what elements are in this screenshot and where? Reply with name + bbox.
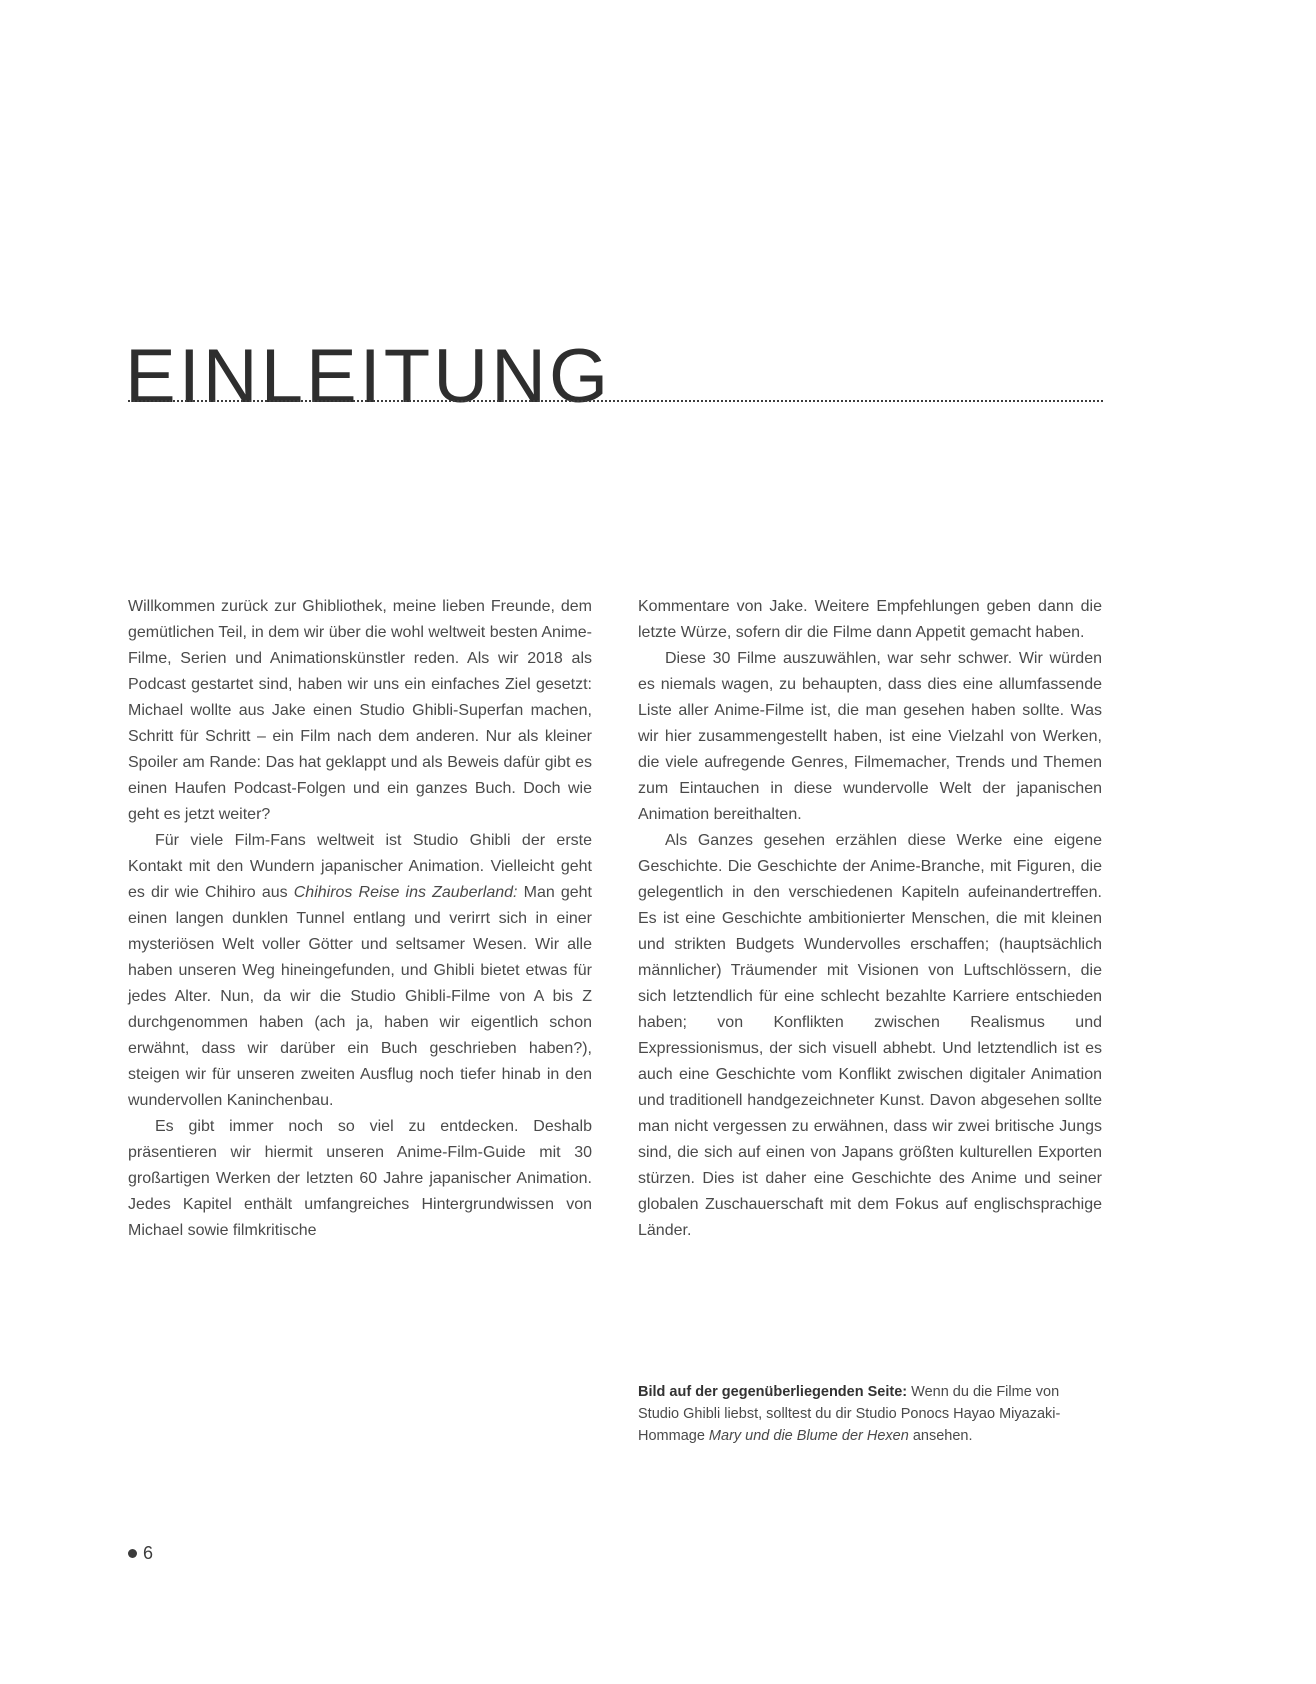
page-number (128, 1543, 153, 1564)
body-text (128, 594, 1103, 1244)
paragraph (638, 646, 1102, 828)
text-segment: ansehen. (908, 1427, 973, 1444)
text-segment: Diese 30 Filme auszuwählen, war sehr schwer. Wir würden es niemals wagen, zu behaupten, dass dies eine allumfassende Liste aller Anime-Filme ist, die man gesehen haben sollte. Was wir hier zusammengestellt haben, ist eine Vielzahl von Werken, die viele aufregende Genres, Filmemacher, Trends und Themen zum Eintauchen in diese wundervolle Welt der japanischen Animation bereithalten. (638, 650, 1102, 823)
paragraph (638, 594, 1102, 646)
image-caption (638, 1381, 1090, 1447)
text-segment: Wenn du die Filme von Studio Ghibli liebst, solltest du dir Studio Ponocs Hayao Miyazaki-Hommage (638, 1383, 1061, 1444)
text-segment: Mary und die Blume der Hexen (708, 1427, 909, 1444)
paragraph (128, 828, 592, 1114)
left-column (128, 594, 592, 1244)
text-segment: Bild auf der gegenüberliegenden Seite: (638, 1383, 912, 1400)
text-segment: Als Ganzes gesehen erzählen diese Werke eine eigene Geschichte. Die Geschichte der Anime-Branche, mit Figuren, die gelegentlich in den verschiedenen Kapiteln aufeinandertreffen. Es ist eine Geschichte ambitionierter Menschen, die mit kleinen und strikten Budgets Wundervolles erschaffen; (hauptsächlich männlicher) Träumender mit Visionen von Luftschlössern, die sich letztendlich für eine schlecht bezahlte Karriere entschieden haben; von Konflikten zwischen Realismus und Expressionismus, der sich visuell abhebt. Und letztendlich ist es auch eine Geschichte vom Konflikt zwischen digitaler Animation und traditionell handgezeichneter Kunst. Davon abgesehen sollte man nicht vergessen zu erwähnen, dass wir zwei britische Jungs sind, die sich auf einen von Japans größten kulturellen Exporten stürzen. Dies ist daher eine Geschichte des Anime und seiner globalen Zuschauerschaft mit dem Fokus auf englischsprachige Länder. (638, 832, 1102, 1239)
paragraph (638, 828, 1102, 1244)
right-column (638, 594, 1102, 1244)
dotted-divider (128, 400, 1103, 402)
paragraph (128, 1114, 592, 1244)
text-segment: Für viele Film-Fans weltweit ist Studio Ghibli der erste Kontakt mit den Wundern japanischer Animation. Vielleicht geht es dir wie Chihiro aus (128, 832, 592, 901)
text-segment: Es gibt immer noch so viel zu entdecken. Deshalb präsentieren wir hiermit unseren Anime-Film-Guide mit 30 großartigen Werken der letzten 60 Jahre japanischer Animation. Jedes Kapitel enthält umfangreiches Hintergrundwissen von Michael sowie filmkritische (128, 1118, 592, 1239)
paragraph (128, 594, 592, 828)
text-segment: Man geht einen langen dunklen Tunnel entlang und verirrt sich in einer mysteriösen Welt voller Götter und seltsamer Wesen. Wir alle haben unseren Weg hineingefunden, und Ghibli bietet etwas für jedes Alter. Nun, da wir die Studio Ghibli-Filme von A bis Z durchgenommen haben (ach ja, haben wir eigentlich schon erwähnt, dass wir darüber ein Buch geschrieben haben?), steigen wir für unseren zweiten Ausflug noch tiefer hinab in den wundervollen Kaninchenbau. (128, 884, 593, 1109)
text-segment: Kommentare von Jake. Weitere Empfehlungen geben dann die letzte Würze, sofern dir die Filme dann Appetit gemacht haben. (638, 598, 1102, 641)
page-title: EINLEITUNG (125, 333, 612, 419)
text-segment: Willkommen zurück zur Ghibliothek, meine lieben Freunde, dem gemütlichen Teil, in dem wir über die wohl weltweit besten Anime-Filme, Serien und Animationskünstler reden. Als wir 2018 als Podcast gestartet sind, haben wir uns ein einfaches Ziel gesetzt: Michael wollte aus Jake einen Studio Ghibli-Superfan machen, Schritt für Schritt – ein Film nach dem anderen. Nur als kleiner Spoiler am Rande: Das hat geklappt und als Beweis dafür gibt es einen Haufen Podcast-Folgen und ein ganzes Buch. Doch wie geht es jetzt weiter? (128, 598, 592, 823)
text-segment: Chihiros Reise ins Zauberland: (293, 884, 518, 901)
page-number-value: 6 (143, 1543, 154, 1563)
page-number-bullet-icon (128, 1549, 137, 1558)
